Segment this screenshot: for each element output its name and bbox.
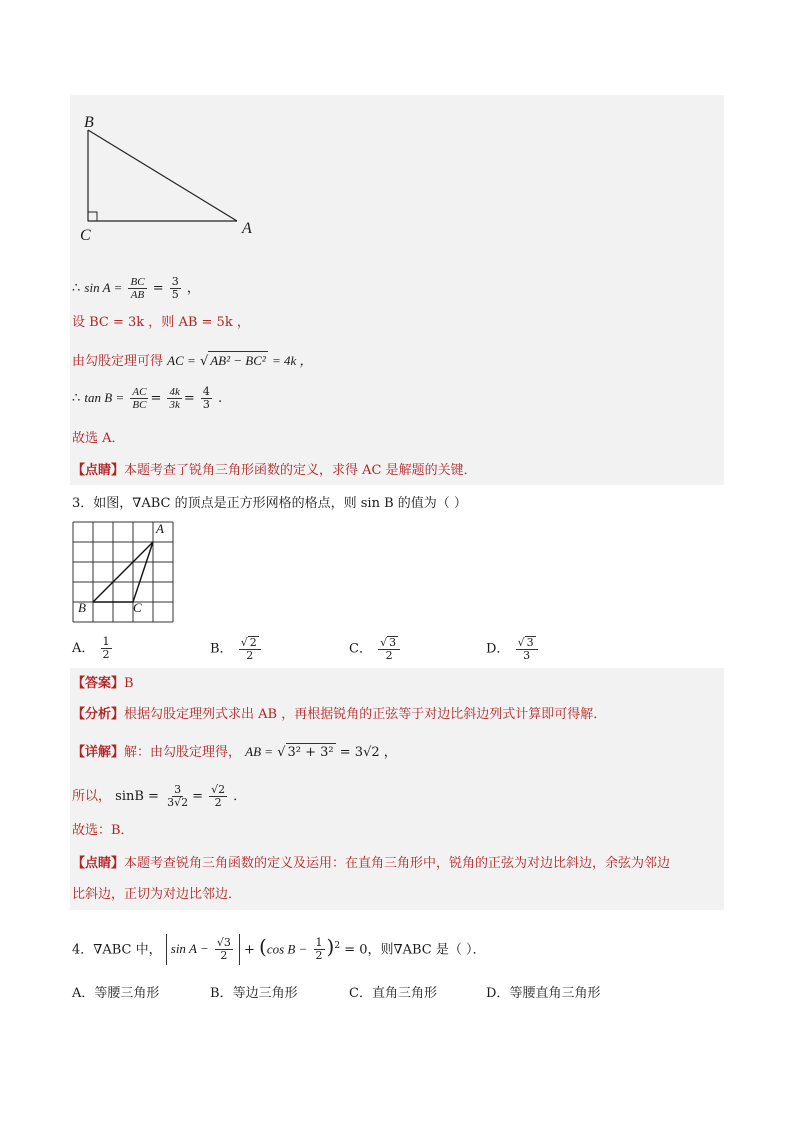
let-bc-line: 设 BC = 3k ，则 AB = 5k ，: [72, 315, 250, 330]
q3-option-c[interactable]: C． $\frac{√ 3}{2}$: [349, 636, 402, 662]
grid-label-b: B: [78, 600, 86, 615]
choose-line-prev: 故选 A．: [72, 431, 125, 446]
q3-choose: 故选：B．: [72, 823, 134, 838]
sqrt-symbol: √: [277, 745, 286, 760]
comment-tag: 【点睛】: [72, 463, 125, 478]
q4-option-d[interactable]: D．等腰直角三角形: [486, 986, 601, 1001]
pythagoras-line: 由勾股定理可得 AC = √ AB² − BC² = 4k ，: [72, 353, 313, 369]
tan-b-line: ∴ tan B = $\frac{AC}{BC}$ = $\frac{4k}{3k}$ = $\frac{4}{3}$ .: [72, 385, 223, 411]
fraction-4k-3k: $\frac{4k}{3k}$: [169, 386, 180, 411]
vertex-label-b: B: [84, 114, 94, 131]
q4-option-b[interactable]: B．等边三角形: [210, 986, 298, 1001]
abs-value-bars: sin A − $\frac{√3}{2}$: [166, 934, 240, 965]
q3-comment-2: 比斜边，正切为对边比邻边．: [72, 887, 242, 902]
q3-detail: 【详解】解：由勾股定理得， AB = √ 3² + 3² = 3√2 ，: [72, 744, 397, 760]
fraction-ac-bc: $\frac{AC}{BC}$: [132, 386, 147, 411]
fraction-3-5: $\frac{3}{5}$: [171, 275, 179, 301]
sqrt-symbol: √: [199, 354, 209, 369]
q4-stem: 4．∇ABC 中， sin A − $\frac{√3}{2}$ + (cos B − $\frac{1}{2}$ )$^2$ = 0，则∇ABC 是（ ）．: [72, 933, 486, 965]
vertex-label-c: C: [80, 227, 91, 244]
q3-option-b[interactable]: B． $\frac{√ 2}{2}$: [210, 636, 263, 662]
q3-so-line: 所以， sinB = $\frac{3}{3√2}$ = $\frac{√2}{2}$ ．: [72, 783, 247, 809]
q3-option-a[interactable]: A． $\frac{1}{2}$: [72, 635, 110, 661]
q3-option-d[interactable]: D． $\frac{√ 3}{3}$: [486, 636, 540, 662]
fraction-bc-ab: $\frac{BC}{AB}$: [130, 276, 145, 301]
q4-option-c[interactable]: C．直角三角形: [349, 986, 437, 1001]
vertex-label-a: A: [242, 220, 252, 237]
grid-label-a: A: [156, 521, 164, 536]
q4-option-a[interactable]: A．等腰三角形: [72, 986, 160, 1001]
grid-label-c: C: [133, 600, 142, 615]
sin-a-line: ∴ sin A = $\frac{BC}{AB}$ = $\frac{3}{5}$ ，: [72, 275, 200, 301]
q3-comment-1: 【点睛】本题考查锐角三角函数的定义及运用：在直角三角形中，锐角的正弦为对边比斜边，余弦为邻边: [72, 856, 671, 871]
q3-stem: 3．如图，∇ABC 的顶点是正方形网格的格点，则 sin B 的值为（ ）: [72, 496, 467, 511]
comment-line-prev: 【点睛】本题考查了锐角三角形函数的定义，求得 AC 是解题的关键．: [72, 463, 477, 478]
q3-analysis: 【分析】根据勾股定理列式求出 AB ，再根据锐角的正弦等于对边比斜边列式计算即可得解．: [72, 707, 607, 722]
q3-answer: 【答案】B: [72, 676, 134, 691]
fraction-4-3: $\frac{4}{3}$: [202, 385, 210, 411]
